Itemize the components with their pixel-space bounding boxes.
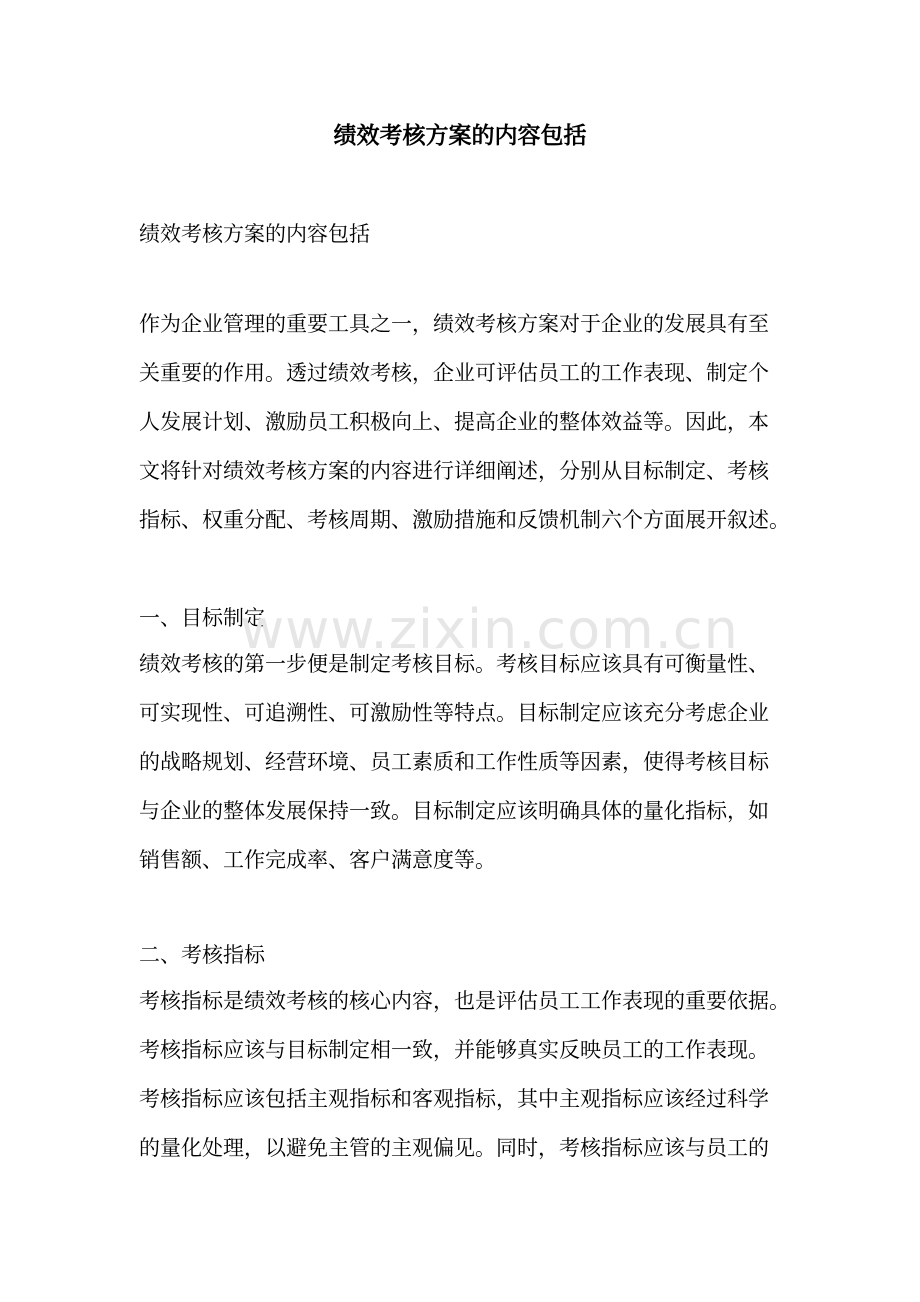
paragraph-line: 的战略规划、经营环境、员工素质和工作性质等因素，使得考核目标 [139, 750, 769, 774]
paragraph-line: 考核指标应该与目标制定相一致，并能够真实反映员工的工作表现。 [139, 1038, 769, 1062]
paragraph-line: 作为企业管理的重要工具之一，绩效考核方案对于企业的发展具有至 [139, 312, 769, 336]
paragraph-line: 关重要的作用。透过绩效考核，企业可评估员工的工作表现、制定个 [139, 361, 769, 385]
watermark: www.zixin.com.cn [240, 598, 739, 661]
intro-paragraph [139, 300, 789, 545]
paragraph-line: 文将针对绩效考核方案的内容进行详细阐述，分别从目标制定、考核 [139, 459, 769, 483]
document-subtitle: 绩效考核方案的内容包括 [139, 222, 370, 246]
paragraph-line: 销售额、工作完成率、客户满意度等。 [139, 848, 496, 872]
section-heading-goal-setting: 一、目标制定 [139, 606, 265, 630]
paragraph-line: 考核指标应该包括主观指标和客观指标，其中主观指标应该经过科学 [139, 1087, 769, 1111]
paragraph-line: 可实现性、可追溯性、可激励性等特点。目标制定应该充分考虑企业 [139, 701, 769, 725]
section-paragraph-goal-setting [139, 640, 789, 885]
paragraph-line: 人发展计划、激励员工积极向上、提高企业的整体效益等。因此，本 [139, 410, 769, 434]
document-title: 绩效考核方案的内容包括 [333, 122, 587, 149]
paragraph-line: 指标、权重分配、考核周期、激励措施和反馈机制六个方面展开叙述。 [139, 508, 790, 532]
section-paragraph-indicators [139, 977, 789, 1173]
paragraph-line: 考核指标是绩效考核的核心内容，也是评估员工工作表现的重要依据。 [139, 989, 790, 1013]
paragraph-line: 的量化处理，以避免主管的主观偏见。同时，考核指标应该与员工的 [139, 1136, 769, 1160]
paragraph-line: 与企业的整体发展保持一致。目标制定应该明确具体的量化指标，如 [139, 799, 769, 823]
section-heading-indicators: 二、考核指标 [139, 943, 265, 967]
paragraph-line: 绩效考核的第一步便是制定考核目标。考核目标应该具有可衡量性、 [139, 652, 769, 676]
